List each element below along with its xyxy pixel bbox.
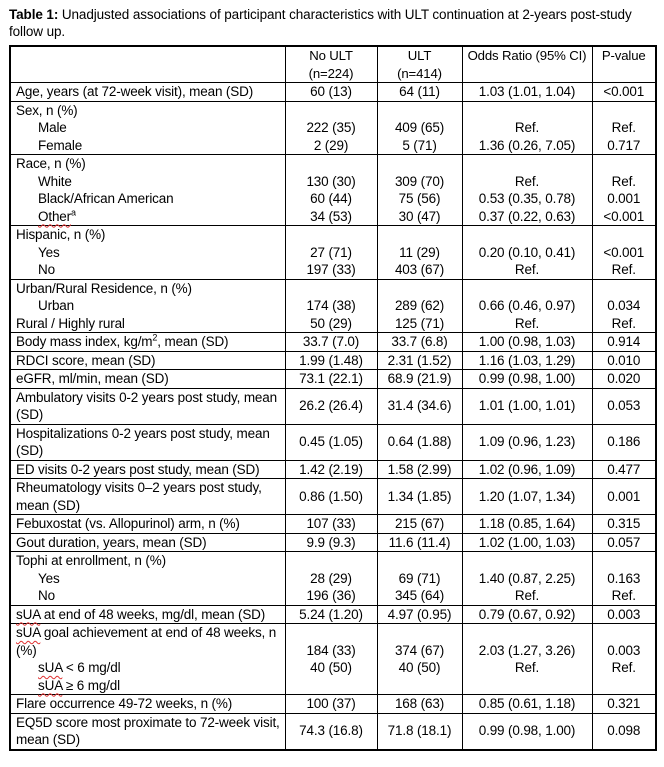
group-item-label: Urban: [38, 298, 75, 313]
row-label-cell: [10, 333, 285, 352]
value-line: 196 (36): [306, 588, 356, 603]
table-row: [10, 279, 656, 333]
value-line: Ref.: [514, 660, 540, 675]
blank-line: [464, 102, 591, 120]
group-item-label: Female: [38, 137, 83, 153]
value-cell-ult: [377, 226, 462, 280]
value-cell-no-ult: 0.45 (1.05): [285, 424, 377, 460]
table-row: [10, 479, 656, 515]
label-segment: Body mass index, kg/m: [16, 334, 153, 349]
blank-line: [287, 280, 376, 298]
value-line: 374 (67): [394, 642, 445, 658]
value-cell-no-ult: 60 (13): [285, 83, 377, 102]
value-cell-ult: 68.9 (21.9): [377, 370, 462, 389]
table-row: [10, 624, 656, 695]
value-cell-no-ult: 1.99 (1.48): [285, 351, 377, 370]
value-cell-no-ult: 74.3 (16.8): [285, 713, 377, 750]
label-segment: < 6 mg/dl: [62, 660, 121, 675]
value-line: 184 (33): [306, 642, 356, 658]
value-line: 40 (50): [310, 660, 352, 675]
value-cell-odds-ratio: 1.18 (0.85, 1.64): [462, 515, 592, 534]
value-cell-p-value: 0.010: [592, 351, 656, 370]
column-header-odds-ratio: Odds Ratio (95% CI): [462, 46, 592, 83]
value-line: 1.40 (0.87, 2.25): [478, 570, 576, 586]
row-label-cell: Rheumatology visits 0–2 years post study, mean (SD): [10, 479, 285, 515]
value-cell-odds-ratio: [462, 155, 592, 226]
value-line: 60 (44): [310, 191, 352, 206]
value-cell-no-ult: [285, 624, 377, 695]
value-line: Ref.: [514, 173, 540, 189]
value-cell-p-value: 0.914: [592, 333, 656, 352]
table-row: [10, 713, 656, 750]
group-header: Urban/Rural Residence, n (%): [16, 280, 192, 296]
value-line: 2.03 (1.27, 3.26): [478, 642, 576, 658]
value-cell-p-value: <0.001: [592, 83, 656, 102]
value-cell-odds-ratio: 1.20 (1.07, 1.34): [462, 479, 592, 515]
value-line: 174 (38): [306, 298, 356, 313]
misspelled-word: sUA: [16, 625, 41, 640]
row-label-cell: [10, 605, 285, 624]
value-cell-p-value: 0.020: [592, 370, 656, 389]
value-cell-odds-ratio: [462, 279, 592, 333]
value-cell-odds-ratio: 1.03 (1.01, 1.04): [462, 83, 592, 102]
blank-line: [287, 226, 376, 244]
value-line: Ref.: [611, 173, 636, 189]
row-label-cell: Flare occurrence 49-72 weeks, n (%): [10, 695, 285, 714]
group-item-label: [16, 677, 282, 695]
row-label-cell: EQ5D score most proximate to 72-week visit, mean (SD): [10, 713, 285, 750]
value-line: 197 (33): [306, 262, 356, 277]
value-line: 403 (67): [394, 262, 445, 277]
row-label-cell: Febuxostat (vs. Allopurinol) arm, n (%): [10, 515, 285, 534]
value-cell-ult: [377, 552, 462, 606]
value-cell-ult: 2.31 (1.52): [377, 351, 462, 370]
value-line: Ref.: [514, 262, 540, 277]
value-cell-ult: 71.8 (18.1): [377, 713, 462, 750]
table-row: [10, 370, 656, 389]
row-label-cell: Age, years (at 72-week visit), mean (SD): [10, 83, 285, 102]
group-header: Race, n (%): [16, 156, 86, 171]
value-cell-ult: 64 (11): [377, 83, 462, 102]
table-row: [10, 155, 656, 226]
value-line: 130 (30): [306, 173, 356, 189]
value-line: 309 (70): [394, 173, 445, 189]
value-cell-ult: 11.6 (11.4): [377, 533, 462, 552]
value-cell-no-ult: 26.2 (26.4): [285, 388, 377, 424]
row-label-cell: RDCI score, mean (SD): [10, 351, 285, 370]
blank-line: [464, 280, 591, 298]
group-header: Sex, n (%): [16, 102, 78, 118]
blank-line: [464, 155, 591, 173]
row-label-cell: [10, 552, 285, 606]
value-line: 34 (53): [310, 208, 352, 224]
column-header-empty: [10, 46, 285, 83]
value-line: 0.717: [607, 137, 641, 153]
value-cell-no-ult: [285, 226, 377, 280]
blank-line: [594, 155, 655, 173]
value-line: Ref.: [611, 262, 636, 277]
value-line: Ref.: [611, 315, 636, 331]
value-cell-no-ult: 33.7 (7.0): [285, 333, 377, 352]
value-line: Ref.: [611, 588, 636, 603]
label-segment: , mean (SD): [157, 334, 229, 349]
value-cell-no-ult: 107 (33): [285, 515, 377, 534]
value-line: 69 (71): [398, 570, 441, 586]
row-label-cell: Gout duration, years, mean (SD): [10, 533, 285, 552]
caption-label: Table 1:: [9, 7, 59, 22]
value-cell-odds-ratio: 1.02 (0.96, 1.09): [462, 460, 592, 479]
value-cell-p-value: [592, 226, 656, 280]
row-label-cell: [10, 226, 285, 280]
value-line: 0.66 (0.46, 0.97): [478, 298, 576, 313]
row-label-cell: [10, 101, 285, 155]
value-line: 222 (35): [306, 120, 356, 135]
value-line: 0.003: [607, 642, 641, 658]
column-header-ult: [377, 46, 462, 83]
value-cell-odds-ratio: 0.99 (0.98, 1.00): [462, 370, 592, 389]
value-cell-p-value: 0.321: [592, 695, 656, 714]
value-cell-ult: [377, 101, 462, 155]
value-line: 5 (71): [402, 137, 437, 153]
blank-line: [287, 155, 376, 173]
value-line: Ref.: [514, 120, 540, 135]
blank-line: [287, 102, 376, 120]
row-label-cell: ED visits 0-2 years post study, mean (SD): [10, 460, 285, 479]
value-cell-ult: 4.97 (0.95): [377, 605, 462, 624]
value-cell-ult: [377, 624, 462, 695]
row-label-cell: Ambulatory visits 0-2 years post study, mean (SD): [10, 388, 285, 424]
value-line: 11 (29): [399, 244, 440, 260]
value-line: 0.001: [607, 191, 641, 206]
row-label-cell: Hospitalizations 0-2 years post study, mean (SD): [10, 424, 285, 460]
value-cell-odds-ratio: 0.85 (0.61, 1.18): [462, 695, 592, 714]
value-line: 0.53 (0.35, 0.78): [478, 191, 576, 206]
caption-text: Unadjusted associations of participant characteristics with ULT continuation at 2-years post-study follow up.: [9, 7, 632, 39]
value-cell-odds-ratio: [462, 552, 592, 606]
value-line: 30 (47): [398, 208, 441, 224]
table-row: [10, 460, 656, 479]
column-header-no-ult-line1: No ULT: [309, 48, 353, 63]
value-cell-odds-ratio: 0.79 (0.67, 0.92): [462, 605, 592, 624]
value-cell-p-value: 0.001: [592, 479, 656, 515]
value-cell-p-value: 0.053: [592, 388, 656, 424]
table-row: [10, 83, 656, 102]
value-line: 2 (29): [313, 137, 349, 153]
group-header: [16, 624, 282, 659]
misspelled-word: sUA: [16, 606, 41, 622]
group-item-label: No: [38, 588, 55, 603]
value-cell-odds-ratio: 1.01 (1.00, 1.01): [462, 388, 592, 424]
row-label-cell: [10, 624, 285, 695]
superscript: a: [71, 207, 76, 217]
misspelled-word: sUA: [38, 660, 63, 675]
value-line: 27 (71): [310, 244, 352, 260]
value-line: 125 (71): [394, 315, 445, 331]
table-row: [10, 333, 656, 352]
table-row: [10, 388, 656, 424]
table-row: [10, 226, 656, 280]
value-line: Ref.: [514, 315, 540, 331]
group-item-label: No: [38, 262, 55, 277]
blank-line: [594, 102, 655, 120]
group-item-label: [16, 208, 282, 226]
label-segment: ≥ 6 mg/dl: [62, 677, 120, 693]
value-line: <0.001: [603, 208, 645, 224]
row-label-cell: [10, 155, 285, 226]
group-item-label: Yes: [38, 570, 60, 586]
value-line: 0.163: [607, 570, 641, 586]
blank-line: [379, 102, 461, 120]
group-header: Tophi at enrollment, n (%): [16, 553, 166, 568]
blank-line: [379, 155, 461, 173]
value-line: 345 (64): [394, 588, 445, 603]
misspelled-word: sUA: [38, 677, 63, 693]
value-cell-p-value: [592, 279, 656, 333]
value-line: 289 (62): [394, 298, 445, 313]
value-line: Ref.: [514, 588, 540, 603]
value-cell-no-ult: 1.42 (2.19): [285, 460, 377, 479]
value-line: 40 (50): [398, 660, 441, 675]
blank-line: [379, 280, 461, 298]
value-cell-p-value: [592, 155, 656, 226]
row-label-cell: eGFR, ml/min, mean (SD): [10, 370, 285, 389]
blank-line: [594, 226, 655, 244]
blank-line: [464, 226, 591, 244]
value-line: 1.36 (0.26, 7.05): [478, 137, 576, 153]
value-cell-no-ult: 73.1 (22.1): [285, 370, 377, 389]
value-cell-no-ult: 5.24 (1.20): [285, 605, 377, 624]
value-cell-ult: [377, 279, 462, 333]
value-cell-ult: 1.58 (2.99): [377, 460, 462, 479]
group-item-label: Yes: [38, 244, 60, 260]
value-line: 0.37 (0.22, 0.63): [478, 208, 576, 224]
value-line: Ref.: [611, 660, 636, 675]
value-line: 28 (29): [310, 570, 352, 586]
label-segment: at end of 48 weeks, mg/dl, mean (SD): [40, 606, 266, 622]
group-item-label: Rural / Highly rural: [16, 315, 125, 331]
table-row: [10, 552, 656, 606]
value-line: 409 (65): [394, 120, 445, 135]
value-cell-ult: 1.34 (1.85): [377, 479, 462, 515]
value-cell-odds-ratio: 1.16 (1.03, 1.29): [462, 351, 592, 370]
value-cell-ult: 33.7 (6.8): [377, 333, 462, 352]
value-cell-p-value: 0.057: [592, 533, 656, 552]
group-item-label: White: [38, 173, 72, 189]
value-cell-p-value: 0.098: [592, 713, 656, 750]
value-cell-p-value: [592, 624, 656, 695]
column-header-ult-line2: (n=414): [397, 65, 442, 81]
value-cell-p-value: 0.315: [592, 515, 656, 534]
column-header-no-ult: [285, 46, 377, 83]
table-row: [10, 101, 656, 155]
blank-line: [287, 552, 376, 570]
value-cell-p-value: 0.003: [592, 605, 656, 624]
group-header: Hispanic, n (%): [16, 227, 106, 242]
blank-line: [594, 552, 655, 570]
group-item-label: [16, 659, 282, 677]
value-cell-p-value: 0.477: [592, 460, 656, 479]
column-header-no-ult-line2: (n=224): [308, 65, 354, 81]
value-cell-ult: 0.64 (1.88): [377, 424, 462, 460]
value-cell-odds-ratio: 1.00 (0.98, 1.03): [462, 333, 592, 352]
superscript: 2: [152, 332, 158, 343]
value-cell-no-ult: [285, 552, 377, 606]
blank-line: [464, 552, 591, 570]
table-row: [10, 695, 656, 714]
value-cell-odds-ratio: 0.99 (0.98, 1.00): [462, 713, 592, 750]
column-header-p-value: P-value: [592, 46, 656, 83]
table-row: [10, 533, 656, 552]
table-caption: [9, 6, 655, 40]
value-line: Ref.: [611, 120, 636, 135]
table-header-row: [10, 46, 656, 83]
table-body: [10, 83, 656, 750]
value-cell-no-ult: 0.86 (1.50): [285, 479, 377, 515]
value-cell-no-ult: 9.9 (9.3): [285, 533, 377, 552]
value-cell-no-ult: [285, 155, 377, 226]
table-row: [10, 605, 656, 624]
row-label-cell: [10, 279, 285, 333]
value-cell-ult: 215 (67): [377, 515, 462, 534]
blank-line: [379, 226, 461, 244]
table-row: [10, 424, 656, 460]
value-cell-p-value: [592, 101, 656, 155]
value-line: 0.034: [607, 298, 641, 313]
value-cell-ult: 31.4 (34.6): [377, 388, 462, 424]
blank-line: [379, 552, 461, 570]
value-cell-odds-ratio: 1.09 (0.96, 1.23): [462, 424, 592, 460]
value-cell-ult: [377, 155, 462, 226]
value-cell-ult: 168 (63): [377, 695, 462, 714]
value-cell-no-ult: [285, 101, 377, 155]
value-line: 75 (56): [398, 191, 441, 206]
column-header-ult-line1: ULT: [407, 48, 432, 63]
group-item-label: Black/African American: [38, 191, 174, 206]
misspelled-word: Other: [38, 208, 72, 224]
value-cell-no-ult: [285, 279, 377, 333]
group-item-label: Male: [38, 120, 67, 135]
value-cell-odds-ratio: [462, 101, 592, 155]
value-cell-p-value: 0.186: [592, 424, 656, 460]
blank-line: [594, 280, 655, 298]
value-line: 50 (29): [310, 315, 352, 331]
data-table: [9, 45, 657, 751]
table-row: [10, 351, 656, 370]
value-cell-odds-ratio: [462, 624, 592, 695]
value-line: 0.20 (0.10, 0.41): [478, 244, 576, 260]
value-line: <0.001: [603, 244, 645, 260]
value-cell-odds-ratio: 1.02 (1.00, 1.03): [462, 533, 592, 552]
label-segment: goal achievement at end of 48 weeks, n (%): [16, 625, 277, 658]
value-cell-no-ult: 100 (37): [285, 695, 377, 714]
value-cell-p-value: [592, 552, 656, 606]
value-cell-odds-ratio: [462, 226, 592, 280]
table-row: [10, 515, 656, 534]
